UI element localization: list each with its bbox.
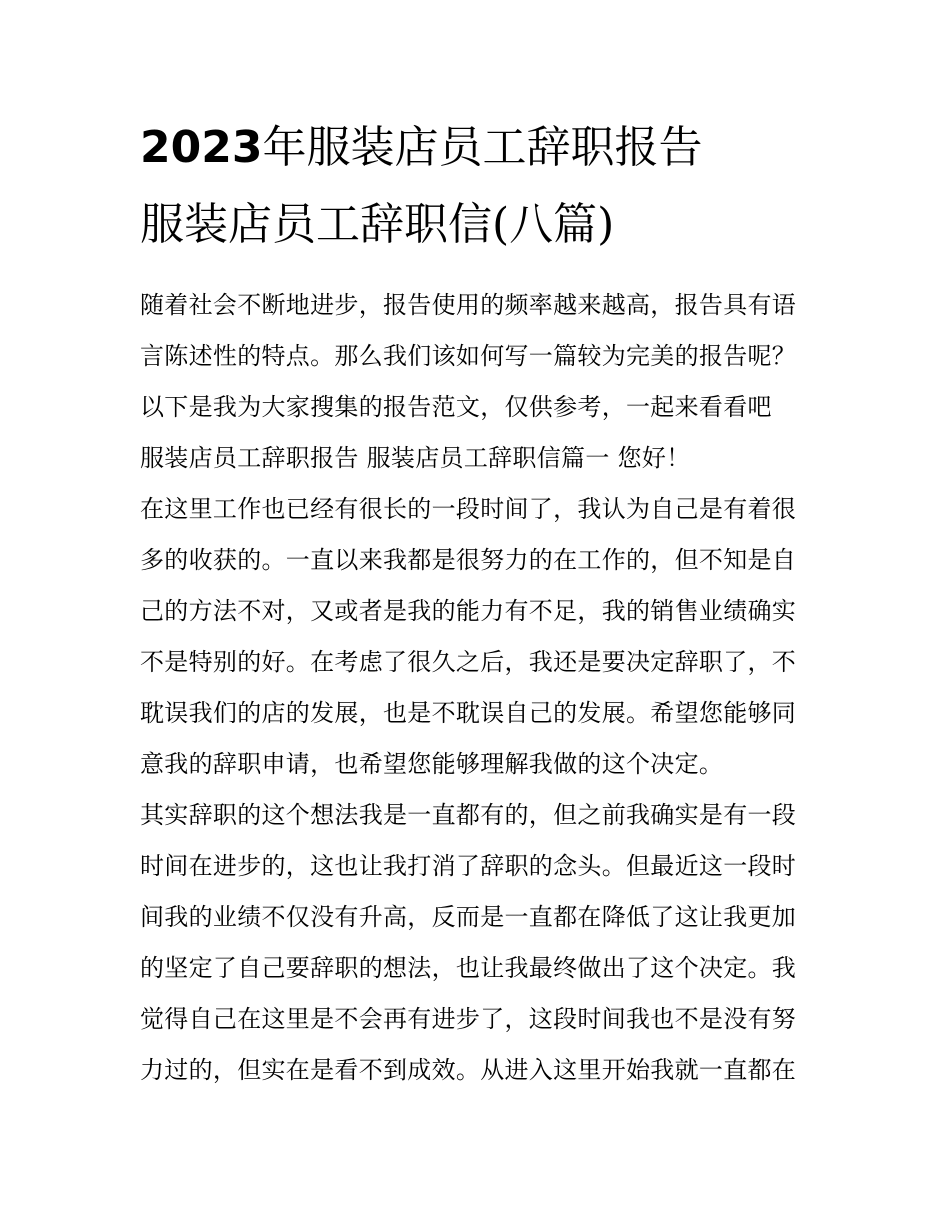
body-line-13: 间我的业绩不仅没有升高，反而是一直都在降低了这让我更加 [140, 903, 797, 931]
document-title-line-2: 服装店员工辞职信(八篇) [140, 199, 615, 250]
body-line-10: 意我的辞职申请，也希望您能够理解我做的这个决定。 [140, 750, 724, 778]
body-line-11: 其实辞职的这个想法我是一直都有的，但之前我确实是有一段 [140, 801, 797, 829]
body-line-14: 的坚定了自己要辞职的想法，也让我最终做出了这个决定。我 [140, 954, 797, 982]
document-body [140, 280, 820, 1096]
body-line-6: 多的收获的。一直以来我都是很努力的在工作的，但不知是自 [140, 546, 797, 574]
body-line-5: 在这里工作也已经有很长的一段时间了，我认为自己是有着很 [140, 495, 797, 523]
body-line-1: 随着社会不断地进步，报告使用的频率越来越高，报告具有语 [140, 291, 797, 319]
title-year: 2023 [140, 122, 263, 173]
body-line-2: 言陈述性的特点。那么我们该如何写一篇较为完美的报告呢？ [140, 342, 797, 370]
body-line-7: 己的方法不对，又或者是我的能力有不足，我的销售业绩确实 [140, 597, 797, 625]
body-line-9: 耽误我们的店的发展，也是不耽误自己的发展。希望您能够同 [140, 699, 797, 727]
body-line-4: 服装店员工辞职报告 服装店员工辞职信篇一 您好！ [140, 444, 691, 472]
body-line-12: 时间在进步的，这也让我打消了辞职的念头。但最近这一段时 [140, 852, 797, 880]
body-line-8: 不是特别的好。在考虑了很久之后，我还是要决定辞职了，不 [140, 648, 797, 676]
body-line-16: 力过的，但实在是看不到成效。从进入这里开始我就一直都在 [140, 1056, 797, 1084]
title-line-1-text: 年服装店员工辞职报告 [262, 122, 703, 173]
body-line-3: 以下是我为大家搜集的报告范文，仅供参考，一起来看看吧 [140, 393, 772, 421]
document-title-line-1 [140, 122, 820, 173]
body-line-15: 觉得自己在这里是不会再有进步了，这段时间我也不是没有努 [140, 1005, 797, 1033]
